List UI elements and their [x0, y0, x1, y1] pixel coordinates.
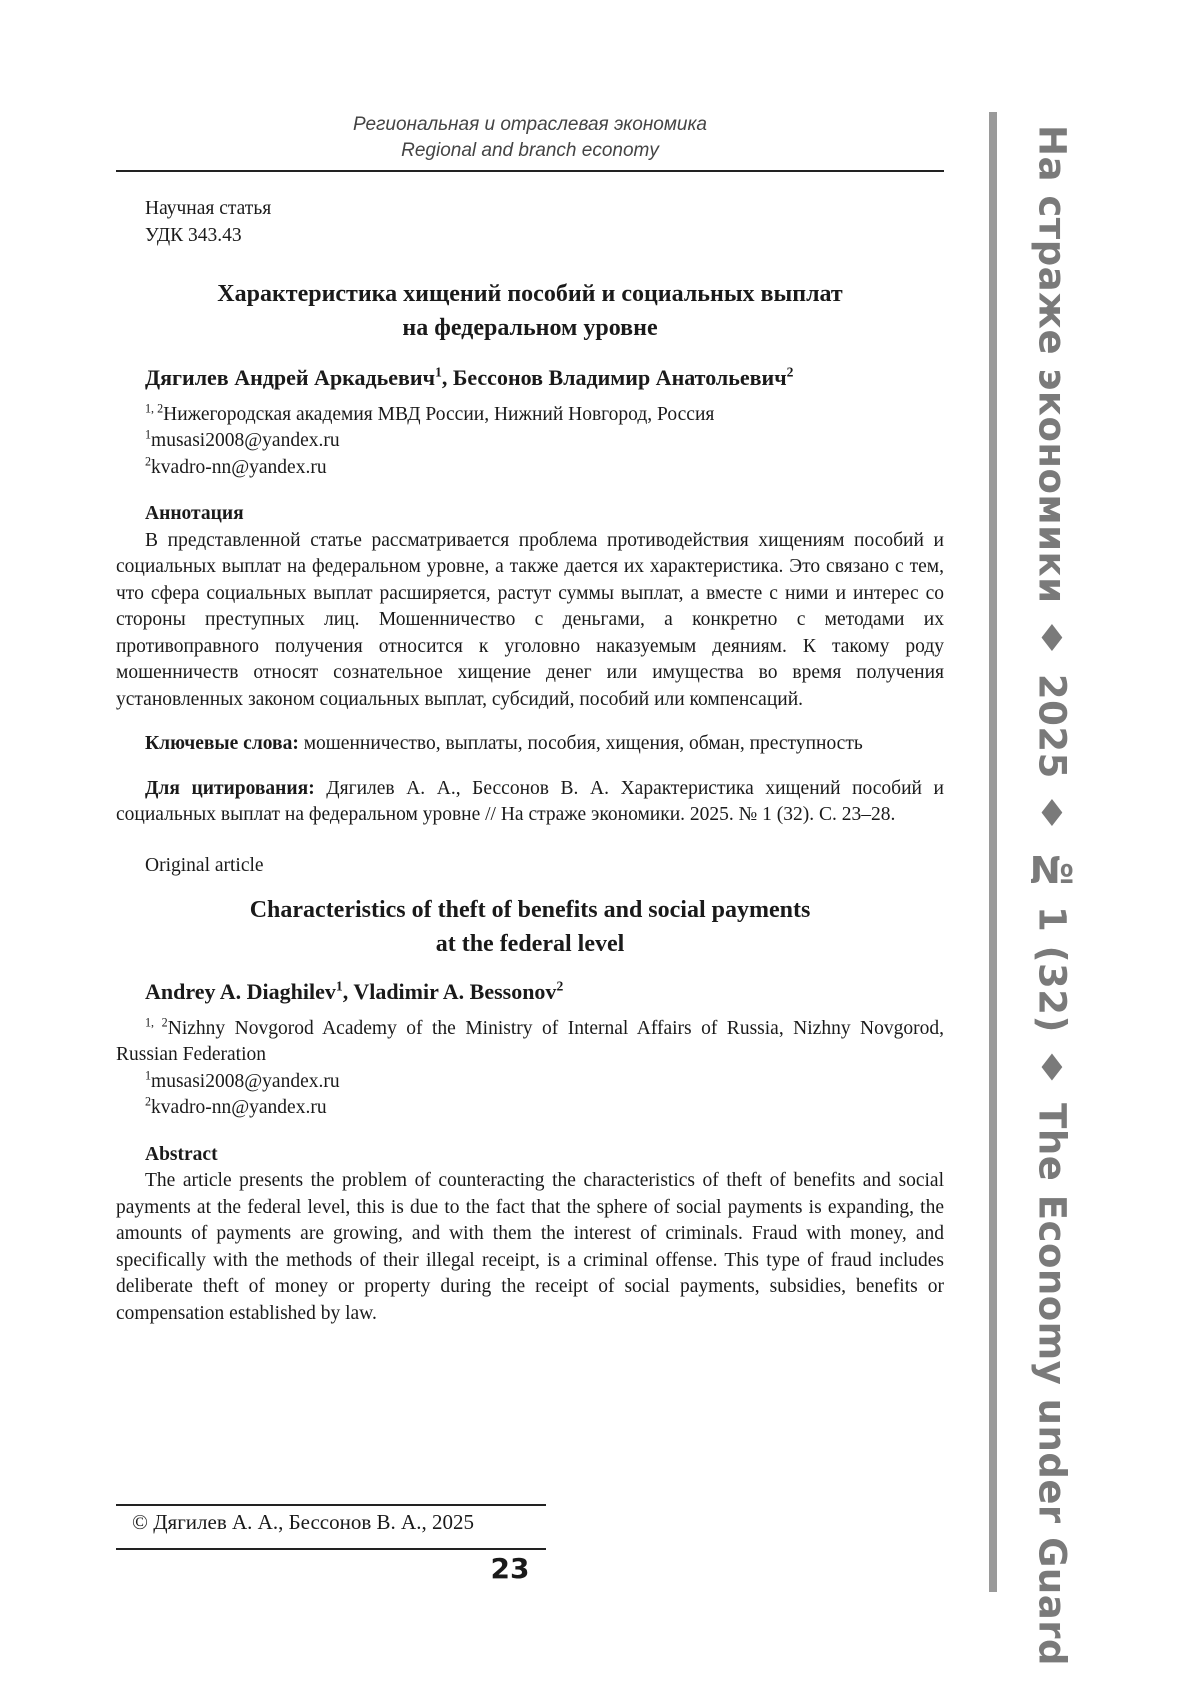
email2-ru [116, 455, 944, 482]
affiliation-en [116, 1016, 944, 1069]
affiliation-ru-text: Нижегородская академия МВД России, Нижний Новгород, Россия [163, 403, 715, 425]
article-body [116, 196, 944, 1327]
article-type-en: Original article [145, 854, 264, 876]
keywords-label-ru: Ключевые слова: [145, 733, 299, 754]
email2-ru-text: kvadro-nn@yandex.ru [151, 456, 327, 478]
author1-en-sup: 1 [335, 978, 343, 994]
author-separator-ru: , [441, 365, 453, 390]
running-header [116, 112, 944, 164]
email1-en [116, 1069, 944, 1096]
copyright-notice: © Дягилев А. А., Бессонов В. А., 2025 [132, 1510, 474, 1534]
title-en-line1: Characteristics of theft of benefits and social payments [249, 897, 811, 923]
abstract-ru: В представленной статье рассматривается проблема противодействия хищениям пособий и социальных выплат на федеральном уровне, а также дается их характеристика. Это связано с тем, что сфера социальных выплат расширяется, растут суммы выплат, а вместе с ними и интерес со стороны преступных лиц. Мошенничество с деньгами, а конкретно с методами их противоправного получения относится к уголовно наказуемым деяниям. К такому роду мошенничеств относят сознательное хищение денег или имущества во время получения установленных законом социальных выплат, субсидий, пособий или компенсаций. [116, 529, 944, 710]
author1-ru: Дягилев Андрей Аркадьевич [145, 365, 436, 390]
email1-ru-sup: 1 [145, 427, 152, 442]
article-title-en [116, 893, 944, 961]
abstract-heading-en [116, 1142, 944, 1169]
article-type-ru: Научная статья [145, 198, 272, 219]
author-separator-en: , [342, 979, 354, 1004]
email2-ru-sup: 2 [145, 454, 152, 468]
abstract-heading-ru-text: Аннотация [145, 503, 244, 524]
author2-en: Vladimir A. Bessonov [353, 979, 557, 1004]
abstract-heading-ru [116, 501, 944, 528]
citation-text-ru: Дягилев А. А., Бессонов В. А. Характеристика хищений пособий и социальных выплат на федеральном уровне // На страже экономики. 2025. № 1 (32). С. 23–28. [116, 777, 944, 825]
email1-en-sup: 1 [145, 1068, 152, 1082]
affiliation-en-text: Nizhny Novgorod Academy of the Ministry of Internal Affairs of Russia, Nizhny Novgorod, Russian Federation [116, 1017, 945, 1065]
header-title-en: Regional and branch economy [401, 140, 659, 161]
email1-ru-text: musasi2008@yandex.ru [151, 430, 340, 451]
copyright-divider-bottom [116, 1548, 546, 1550]
email1-en-text: musasi2008@yandex.ru [151, 1070, 340, 1092]
citation-label-ru: Для цитирования: [145, 777, 315, 799]
title-en-line2: at the federal level [435, 931, 625, 957]
header-divider [116, 170, 944, 172]
author2-ru: Бессонов Владимир Анатольевич [452, 365, 787, 390]
affiliation-ru-sup: 1, 2 [145, 401, 164, 415]
author1-en: Andrey A. Diaghilev [145, 979, 336, 1004]
article-title-ru [116, 277, 944, 345]
email2-en-sup: 2 [145, 1094, 152, 1109]
affiliation-ru [116, 402, 944, 429]
keywords-ru [116, 731, 944, 758]
side-bar-divider [989, 112, 997, 1592]
abstract-en: The article presents the problem of counteracting the characteristics of theft of benefits and social payments at the federal level, this is due to the fact that the sphere of social payments is expanding, the amounts of payments are growing, and with them the interest of criminals. Fraud with money, and specifically with the methods of their illegal receipt, is a criminal offense. This type of fraud includes deliberate theft of money or property during the receipt of social payments, subsidies, benefits or compensation established by law. [116, 1170, 944, 1324]
email2-en [116, 1095, 944, 1122]
email1-ru [116, 428, 944, 455]
email2-en-text: kvadro-nn@yandex.ru [151, 1097, 327, 1118]
journal-side-banner: На страже экономики ♦ 2025 ♦ № 1 (32) ♦ The Economy under Guard [1030, 125, 1074, 1666]
keywords-text-ru: мошенничество, выплаты, пособия, хищения, обман, преступность [298, 733, 863, 754]
authors-ru [116, 365, 944, 392]
title-ru-line2: на федеральном уровне [402, 315, 658, 341]
abstract-heading-en-text: Abstract [145, 1143, 218, 1165]
authors-en [116, 979, 944, 1006]
copyright-divider-top [116, 1504, 546, 1506]
affiliation-en-sup: 1, 2 [145, 1015, 168, 1029]
page-number: 23 [490, 1552, 530, 1585]
author2-en-sup: 2 [556, 978, 564, 994]
author1-ru-sup: 1 [435, 364, 442, 380]
header-title-ru: Региональная и отраслевая экономика [353, 114, 707, 135]
udc-code: УДК 343.43 [145, 224, 242, 246]
title-ru-line1: Характеристика хищений пособий и социальных выплат [217, 281, 843, 307]
citation-ru [116, 776, 944, 829]
author2-ru-sup: 2 [786, 364, 794, 380]
